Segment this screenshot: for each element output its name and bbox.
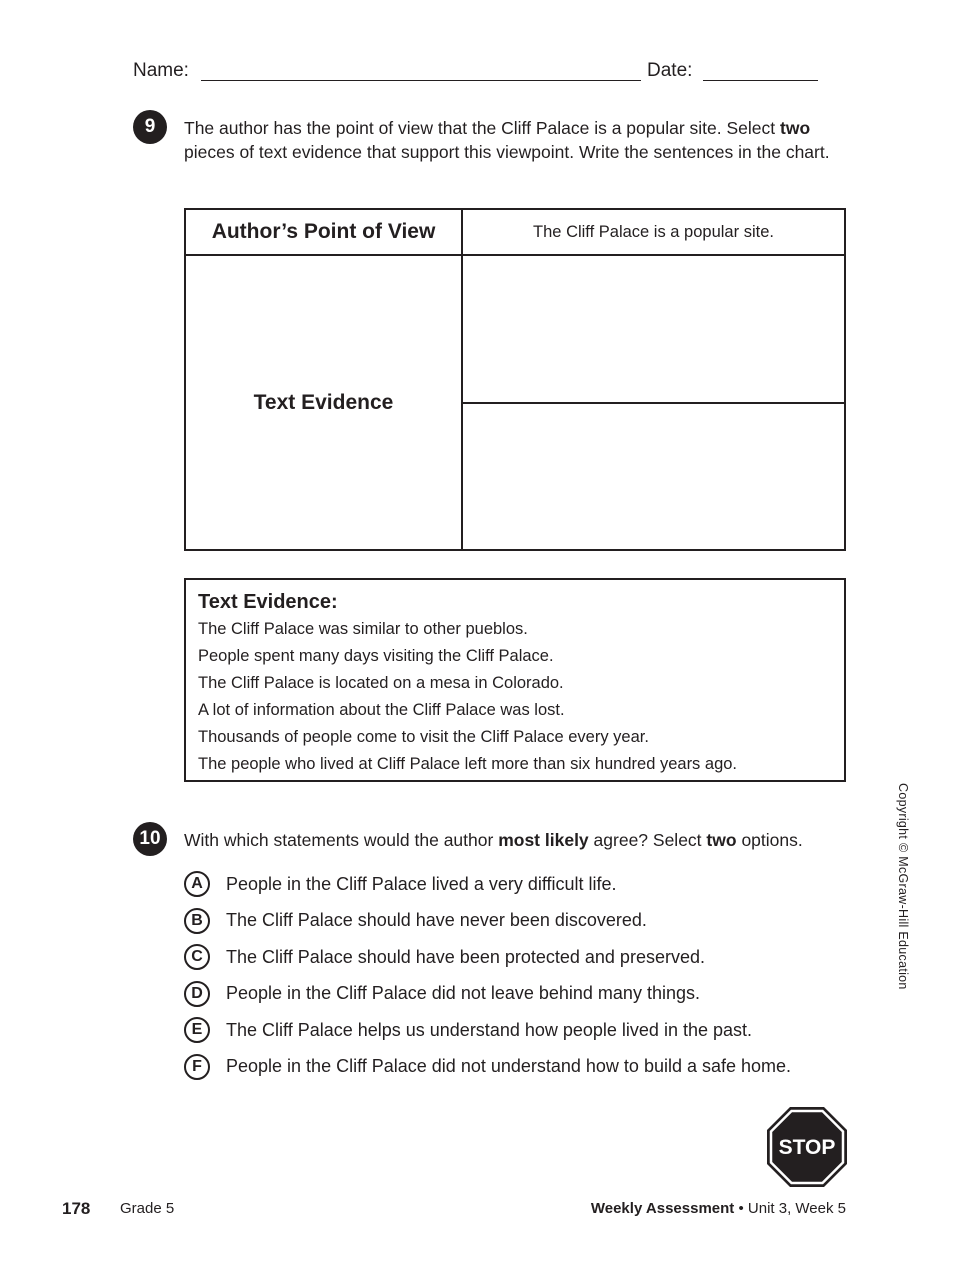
name-date-line xyxy=(133,58,833,88)
q9-text-1: The author has the point of view that the Cliff Palace is a popular site. Select xyxy=(184,118,776,138)
option-bubble[interactable]: C xyxy=(184,944,210,970)
stop-sign-icon xyxy=(766,1106,848,1188)
text-evidence-header: Text Evidence xyxy=(253,390,394,414)
name-field[interactable] xyxy=(201,80,641,81)
date-label: Date: xyxy=(647,60,693,81)
evidence-item[interactable]: People spent many days visiting the Cliff Palace. xyxy=(198,647,554,665)
pov-value: The Cliff Palace is a popular site. xyxy=(533,222,774,241)
question-10-prompt xyxy=(184,828,884,852)
q10-text-bold-2: two xyxy=(706,830,737,850)
option-a[interactable] xyxy=(184,866,864,903)
point-of-view-chart xyxy=(184,208,846,551)
stop-label: STOP xyxy=(778,1136,836,1159)
question-10-number: 10 xyxy=(133,822,167,856)
q10-text-bold-1: most likely xyxy=(498,830,589,850)
name-label: Name: xyxy=(133,60,189,81)
evidence-item[interactable]: The Cliff Palace was similar to other pueblos. xyxy=(198,620,528,638)
option-text: The Cliff Palace helps us understand how people lived in the past. xyxy=(226,1019,752,1040)
date-field[interactable] xyxy=(703,80,818,81)
option-text: The Cliff Palace should have been protected and preserved. xyxy=(226,946,705,967)
option-text: People in the Cliff Palace did not leave behind many things. xyxy=(226,983,700,1004)
evidence-item[interactable]: Thousands of people come to visit the Cliff Palace every year. xyxy=(198,728,649,746)
evidence-item[interactable]: A lot of information about the Cliff Palace was lost. xyxy=(198,701,565,719)
option-c[interactable] xyxy=(184,939,864,976)
q10-text-2: agree? Select xyxy=(593,830,702,850)
q10-text-1: With which statements would the author xyxy=(184,830,494,850)
question-9-prompt xyxy=(184,116,854,164)
evidence-list xyxy=(198,616,832,778)
option-b[interactable] xyxy=(184,903,864,940)
option-text: The Cliff Palace should have never been discovered. xyxy=(226,910,647,931)
evidence-answer-cell-1[interactable] xyxy=(463,256,844,402)
assessment-title: Weekly Assessment xyxy=(590,1200,735,1217)
q9-text-2: pieces of text evidence that support this viewpoint. Write the sentences in the chart. xyxy=(184,142,830,162)
copyright-text: Copyright © McGraw-Hill Education xyxy=(896,783,910,990)
option-bubble[interactable]: A xyxy=(184,871,210,897)
footer-bullet: • xyxy=(738,1200,744,1217)
evidence-item[interactable]: The Cliff Palace is located on a mesa in Colorado. xyxy=(198,674,564,692)
option-e[interactable] xyxy=(184,1012,864,1049)
option-d[interactable] xyxy=(184,976,864,1013)
q10-text-3: options. xyxy=(741,830,803,850)
question-9-number: 9 xyxy=(133,110,167,144)
q9-text-bold: two xyxy=(780,118,811,138)
option-text: People in the Cliff Palace lived a very difficult life. xyxy=(226,873,617,894)
option-text: People in the Cliff Palace did not understand how to build a safe home. xyxy=(226,1056,792,1077)
evidence-item[interactable]: The people who lived at Cliff Palace left more than six hundred years ago. xyxy=(198,755,738,773)
unit-week: Unit 3, Week 5 xyxy=(747,1200,846,1217)
evidence-box-title: Text Evidence: xyxy=(198,591,338,613)
option-bubble[interactable]: E xyxy=(184,1017,210,1043)
option-bubble[interactable]: F xyxy=(184,1054,210,1080)
option-f[interactable] xyxy=(184,1049,864,1086)
option-bubble[interactable]: D xyxy=(184,981,210,1007)
pov-header: Author’s Point of View xyxy=(211,220,436,243)
evidence-answer-cell-2[interactable] xyxy=(463,404,844,549)
text-evidence-box xyxy=(184,578,846,782)
assessment-info xyxy=(591,1200,846,1217)
grade-label: Grade 5 xyxy=(120,1200,175,1217)
answer-options xyxy=(184,866,864,1085)
option-bubble[interactable]: B xyxy=(184,908,210,934)
page-number: 178 xyxy=(62,1199,91,1218)
